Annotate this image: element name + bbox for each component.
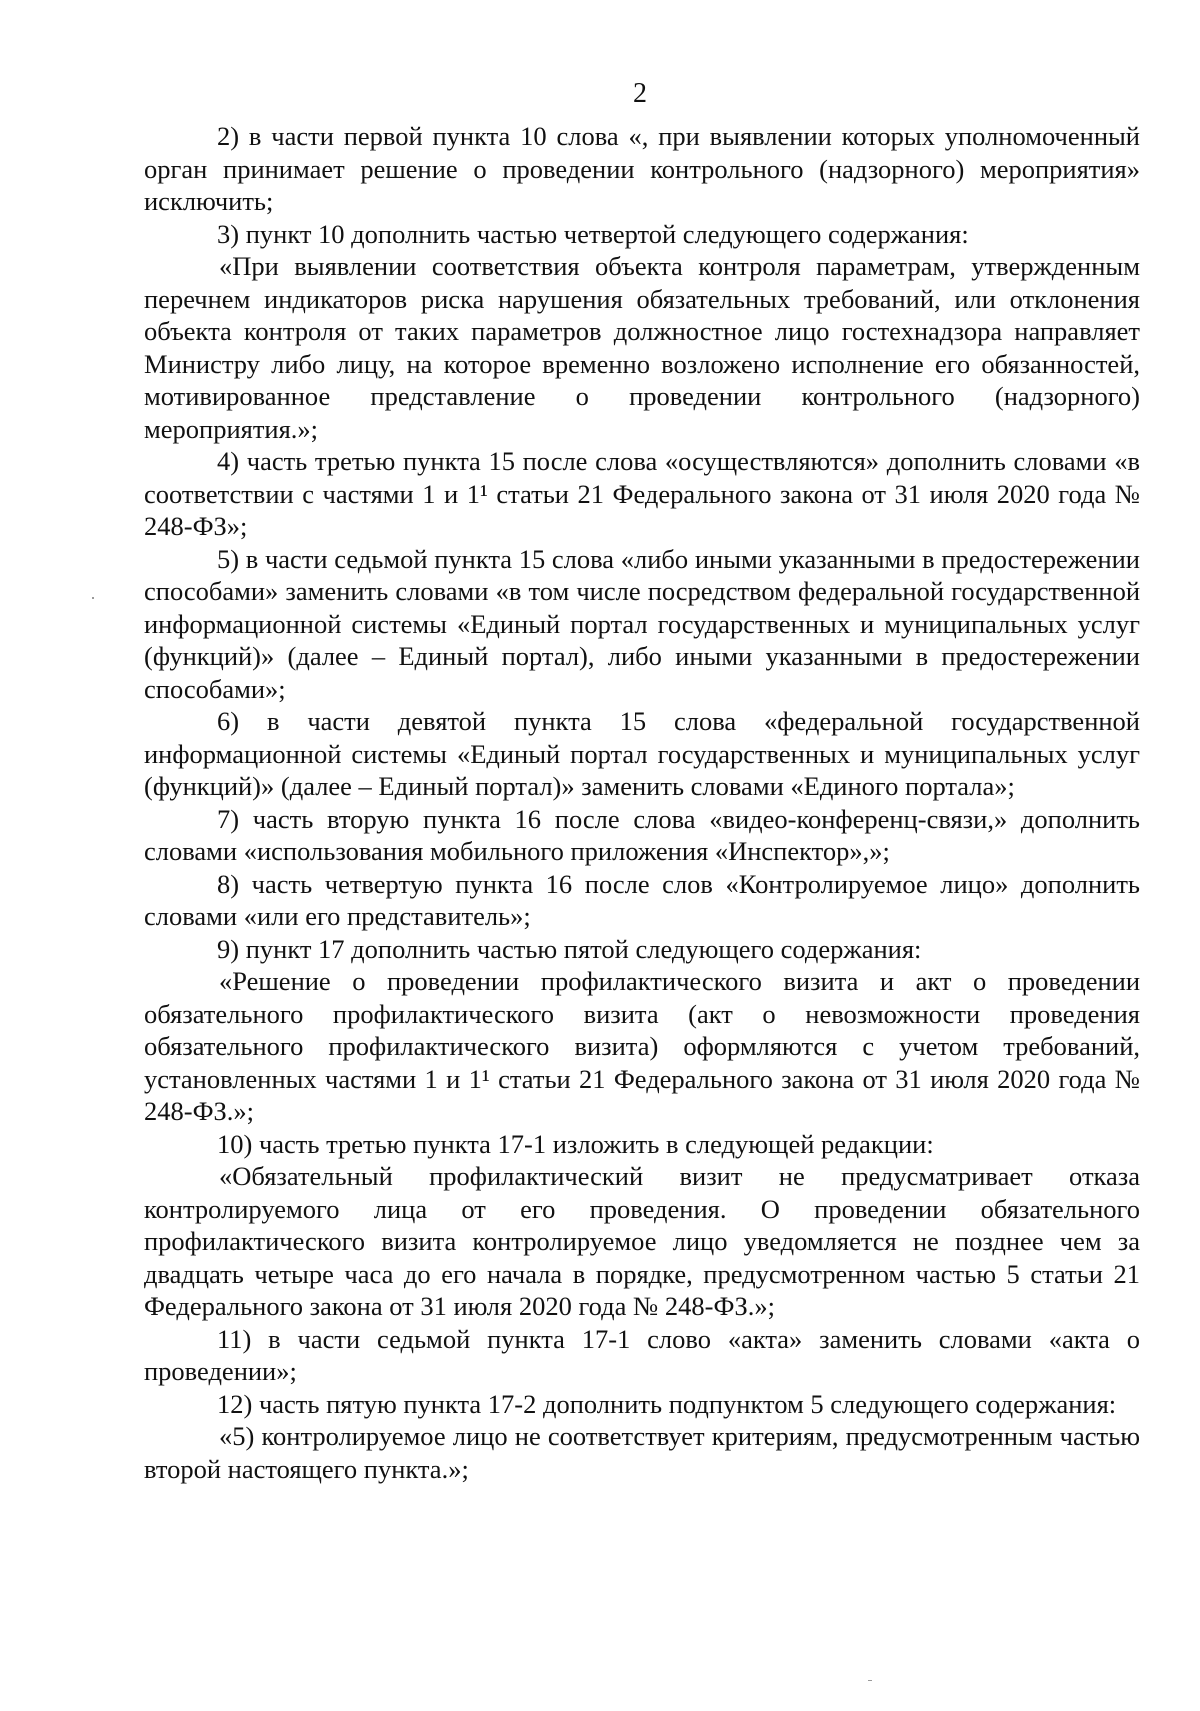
scan-mark — [92, 597, 94, 599]
page-number: 2 — [633, 78, 647, 109]
paragraph-item-5: 5) в части седьмой пункта 15 слова «либо иными указанными в предостережении способами» заменить словами «в том числе посредством федеральной государственной информационной системы «Единый портал государственных и муниципальных услуг (функций)» (далее – Единый портал), либо иными указанными в предостережении способами»; — [144, 543, 1140, 704]
paragraph-item-9: 9) пункт 17 дополнить частью пятой следующего содержания: — [217, 933, 922, 964]
paragraph-item-2: 2) в части первой пункта 10 слова «, при выявлении которых уполномоченный орган принимает решение о проведении контрольного (надзорного) мероприятия» исключить; — [144, 121, 1140, 216]
paragraph-item-4: 4) часть третью пункта 15 после слова «осуществляются» дополнить словами «в соответствии с частями 1 и 1¹ статьи 21 Федерального закона от 31 июля 2020 года № 248-ФЗ»; — [144, 446, 1140, 541]
paragraph-item-12: 12) часть пятую пункта 17-2 дополнить подпунктом 5 следующего содержания: — [217, 1388, 1117, 1419]
document-body — [144, 120, 1140, 1485]
quoted-text-item-10: «Обязательный профилактический визит не предусматривает отказа контролируемого лица от его проведения. О проведении обязательного профилактического визита контролируемое лицо уведомляется не позднее чем за двадцать четыре часа до его начала в порядке, предусмотренном частью 5 статьи 21 Федерального закона от 31 июля 2020 года № 248-ФЗ.»; — [144, 1161, 1140, 1321]
paragraph-item-3: 3) пункт 10 дополнить частью четвертой следующего содержания: — [217, 218, 969, 249]
quoted-text-item-3: «При выявлении соответствия объекта контроля параметрам, утвержденным перечнем индикаторов риска нарушения обязательных требований, или отклонения объекта контроля от таких параметров должностное лицо гостехнадзора направляет Министру либо лицу, на которое временно возложено исполнение его обязанностей, мотивированное представление о проведении контрольного (надзорного) мероприятия.»; — [144, 251, 1140, 444]
quoted-text-item-12: «5) контролируемое лицо не соответствует критериям, предусмотренным частью второй настоящего пункта.»; — [144, 1421, 1140, 1484]
paragraph-item-11: 11) в части седьмой пункта 17-1 слово «акта» заменить словами «акта о проведении»; — [144, 1323, 1140, 1386]
quoted-text-item-9: «Решение о проведении профилактического визита и акт о проведении обязательного профилактического визита (акт о невозможности проведения обязательного профилактического визита) оформляются с учетом требований, установленных частями 1 и 1¹ статьи 21 Федерального закона от 31 июля 2020 года № 248-ФЗ.»; — [144, 966, 1140, 1126]
paragraph-item-8: 8) часть четвертую пункта 16 после слов «Контролируемое лицо» дополнить словами «или его представитель»; — [144, 868, 1140, 931]
paragraph-item-10: 10) часть третью пункта 17-1 изложить в следующей редакции: — [217, 1128, 934, 1159]
scan-mark — [868, 1680, 872, 1681]
paragraph-item-7: 7) часть вторую пункта 16 после слова «видео-конференц-связи,» дополнить словами «использования мобильного приложения «Инспектор»,»; — [144, 803, 1140, 866]
paragraph-item-6: 6) в части девятой пункта 15 слова «федеральной государственной информационной системы «Единый портал государственных и муниципальных услуг (функций)» (далее – Единый портал)» заменить словами «Единого портала»; — [144, 706, 1140, 801]
